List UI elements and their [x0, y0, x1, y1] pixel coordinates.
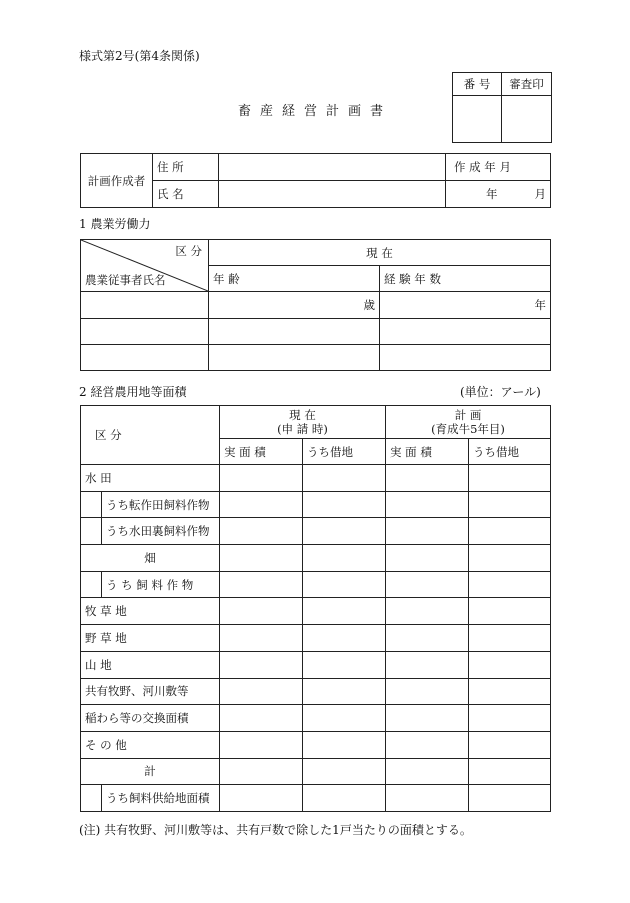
- land-row-label: 稲わら等の交換面積: [81, 705, 220, 732]
- current-actual-area-label: 実 面 積: [220, 439, 303, 465]
- land-row: [81, 758, 551, 785]
- land-row-label: うち飼料供給地面積: [102, 785, 220, 812]
- land-indent-cell: [81, 571, 102, 598]
- section2-heading: 2 経営農用地等面積: [79, 385, 187, 399]
- plan-borrowed-field[interactable]: [469, 705, 551, 732]
- land-table: [80, 405, 551, 812]
- land-row: [81, 705, 551, 732]
- current-borrowed-field[interactable]: [303, 758, 386, 785]
- land-row: [81, 651, 551, 678]
- land-row: [81, 598, 551, 625]
- plan-borrowed-field[interactable]: [469, 731, 551, 758]
- age-unit[interactable]: 歳: [209, 292, 380, 319]
- experience-field[interactable]: [380, 319, 551, 345]
- land-row: [81, 731, 551, 758]
- current-area-field[interactable]: [220, 518, 303, 545]
- address-field[interactable]: [219, 154, 446, 181]
- current-borrowed-field[interactable]: [303, 571, 386, 598]
- current-borrowed-field[interactable]: [303, 598, 386, 625]
- land-row: [81, 678, 551, 705]
- plan-area-field[interactable]: [386, 678, 469, 705]
- plan-borrowed-field[interactable]: [469, 678, 551, 705]
- land-row-label: 水 田: [81, 465, 220, 492]
- form-number: 様式第2号(第4条関係): [79, 49, 200, 63]
- stamp-box: [452, 72, 552, 143]
- current-area-field[interactable]: [220, 731, 303, 758]
- worker-name-field[interactable]: [81, 319, 209, 345]
- land-row: [81, 518, 551, 545]
- current-borrowed-field[interactable]: [303, 491, 386, 518]
- footnote: (注) 共有牧野、河川敷等は、共有戸数で除した1戸当たりの面積とする。: [79, 823, 472, 837]
- worker-name-label: 農業従事者氏名: [85, 273, 166, 287]
- land-plan-header: 計 画 (育成牛5年目): [386, 406, 551, 439]
- current-borrowed-field[interactable]: [303, 678, 386, 705]
- age-field[interactable]: [209, 319, 380, 345]
- land-row: [81, 571, 551, 598]
- name-field[interactable]: [219, 181, 446, 208]
- land-row: [81, 491, 551, 518]
- current-area-field[interactable]: [220, 651, 303, 678]
- current-label: 現 在: [209, 240, 551, 266]
- plan-borrowed-field[interactable]: [469, 545, 551, 572]
- current-area-field[interactable]: [220, 785, 303, 812]
- plan-area-field[interactable]: [386, 651, 469, 678]
- plan-borrowed-field[interactable]: [469, 571, 551, 598]
- age-label: 年 齢: [209, 266, 380, 292]
- plan-area-field[interactable]: [386, 731, 469, 758]
- plan-borrowed-field[interactable]: [469, 785, 551, 812]
- labor-header-diagonal: [81, 240, 209, 292]
- land-row-label: う ち 飼 料 作 物: [102, 571, 220, 598]
- seal-cell[interactable]: [502, 96, 552, 143]
- plan-area-field[interactable]: [386, 491, 469, 518]
- plan-borrowed-field[interactable]: [469, 491, 551, 518]
- land-row: [81, 545, 551, 572]
- month-label: 月: [534, 187, 546, 201]
- creator-label: 計画作成者: [81, 154, 153, 208]
- plan-borrowed-field[interactable]: [469, 758, 551, 785]
- number-cell[interactable]: [453, 96, 502, 143]
- document-title: 畜産経営計画書: [237, 104, 392, 119]
- current-borrowed-field[interactable]: [303, 651, 386, 678]
- plan-borrowed-field[interactable]: [469, 598, 551, 625]
- address-label-text: 住 所: [157, 160, 184, 174]
- plan-borrowed-label: うち借地: [469, 439, 551, 465]
- current-area-field[interactable]: [220, 545, 303, 572]
- current-area-field[interactable]: [220, 598, 303, 625]
- current-borrowed-field[interactable]: [303, 465, 386, 492]
- current-borrowed-field[interactable]: [303, 625, 386, 652]
- worker-name-field[interactable]: [81, 345, 209, 371]
- date-field[interactable]: [446, 181, 551, 208]
- age-field[interactable]: [209, 345, 380, 371]
- seal-label: 審査印: [502, 73, 552, 96]
- plan-borrowed-field[interactable]: [469, 465, 551, 492]
- current-area-field[interactable]: [220, 571, 303, 598]
- plan-borrowed-field[interactable]: [469, 518, 551, 545]
- current-area-field[interactable]: [220, 705, 303, 732]
- current-borrowed-field[interactable]: [303, 545, 386, 572]
- plan-area-field[interactable]: [386, 571, 469, 598]
- plan-area-field[interactable]: [386, 545, 469, 572]
- section1-heading: 1 農業労働力: [79, 217, 151, 231]
- land-row-label: 計: [81, 758, 220, 785]
- plan-borrowed-field[interactable]: [469, 651, 551, 678]
- land-row-label: 牧 草 地: [81, 598, 220, 625]
- current-borrowed-field[interactable]: [303, 731, 386, 758]
- land-indent-cell: [81, 491, 102, 518]
- creator-table: [80, 153, 551, 208]
- plan-area-field[interactable]: [386, 785, 469, 812]
- year-label: 年: [486, 187, 498, 201]
- land-row-label: うち水田裏飼料作物: [102, 518, 220, 545]
- land-row-label: うち転作田飼料作物: [102, 491, 220, 518]
- experience-field[interactable]: [380, 345, 551, 371]
- land-row-label: 共有牧野、河川敷等: [81, 678, 220, 705]
- land-row-label: 畑: [81, 545, 220, 572]
- current-borrowed-field[interactable]: [303, 518, 386, 545]
- plan-area-field[interactable]: [386, 465, 469, 492]
- land-row: [81, 785, 551, 812]
- unit-label: (単位：アール): [460, 385, 541, 399]
- number-label: 番 号: [453, 73, 502, 96]
- land-indent-cell: [81, 785, 102, 812]
- current-area-field[interactable]: [220, 491, 303, 518]
- current-area-field[interactable]: [220, 678, 303, 705]
- plan-area-field[interactable]: [386, 518, 469, 545]
- land-row-label: そ の 他: [81, 731, 220, 758]
- land-row: [81, 465, 551, 492]
- plan-area-field[interactable]: [386, 625, 469, 652]
- land-row-label: 山 地: [81, 651, 220, 678]
- division-label: 区 分: [175, 244, 202, 258]
- year-unit[interactable]: 年: [380, 292, 551, 319]
- land-current-header: 現 在 (申 請 時): [220, 406, 386, 439]
- land-indent-cell: [81, 518, 102, 545]
- current-area-field[interactable]: [220, 758, 303, 785]
- current-area-field[interactable]: [220, 625, 303, 652]
- land-division-label: 区 分: [81, 406, 220, 465]
- plan-actual-area-label: 実 面 積: [386, 439, 469, 465]
- plan-area-field[interactable]: [386, 758, 469, 785]
- land-row: [81, 625, 551, 652]
- experience-label: 経 験 年 数: [380, 266, 551, 292]
- plan-area-field[interactable]: [386, 705, 469, 732]
- current-borrowed-field[interactable]: [303, 705, 386, 732]
- date-label: 作 成 年 月: [446, 154, 551, 181]
- current-area-field[interactable]: [220, 465, 303, 492]
- plan-borrowed-field[interactable]: [469, 625, 551, 652]
- address-label: [153, 154, 219, 181]
- current-borrowed-field[interactable]: [303, 785, 386, 812]
- land-row-label: 野 草 地: [81, 625, 220, 652]
- current-borrowed-label: うち借地: [303, 439, 386, 465]
- labor-table: [80, 239, 551, 371]
- worker-name-field[interactable]: [81, 292, 209, 319]
- plan-area-field[interactable]: [386, 598, 469, 625]
- name-label: 氏 名: [153, 181, 219, 208]
